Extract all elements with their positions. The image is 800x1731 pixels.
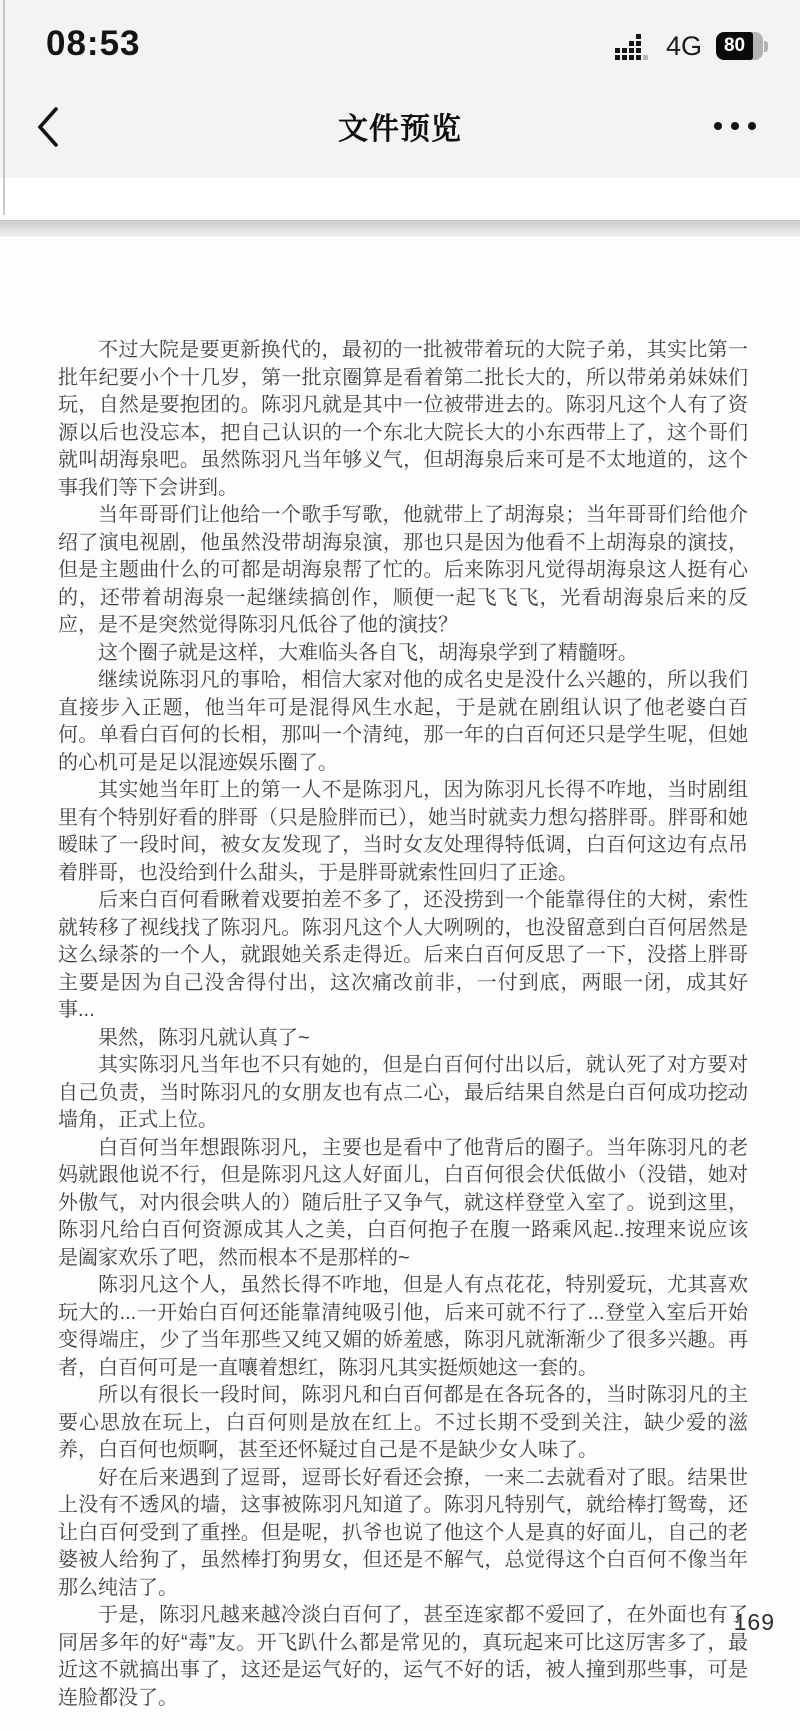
paragraph: 这个圈子就是这样，大难临头各自飞，胡海泉学到了精髓呀。 [98,641,638,664]
battery-icon [716,32,768,60]
signal-strength-icon [615,33,652,60]
status-bar [0,0,800,76]
more-options-button[interactable] [714,113,756,139]
status-time: 08:53 [46,24,141,63]
paragraph: 于是，陈羽凡越来越冷淡白百何了，甚至连家都不爱回了，在外面也有了同居多年的好“毒”友。开飞趴什么都是常见的，真玩起来可比这厉害多了，最近这不就搞出事了，这还是运气好的，运气不好的话，被人撞到那些事，可是连脸都没了。 [58,1604,748,1709]
paragraph: 其实陈羽凡当年也不只有她的，但是白百何付出以后，就认死了对方要对自己负责，当时陈羽凡的女朋友也有点二心，最后结果自然是白百何成功挖动墙角，正式上位。 [58,1054,748,1131]
nav-bar [0,95,800,157]
ellipsis-icon [714,122,722,130]
paragraph: 陈羽凡这个人，虽然长得不咋地，但是人有点花花，特别爱玩，尤其喜欢玩大的...一开始白百何还能靠清纯吸引他，后来可就不行了...登堂入室后开始变得端庄，少了当年那些又纯又媚的娇羞感，陈羽凡就渐渐少了很多兴趣。再者，白百何可是一直嚷着想红，陈羽凡其实挺烦她这一套的。 [58,1274,748,1379]
status-icons [615,30,768,62]
screen-edge-artifact [3,0,5,215]
ellipsis-icon [731,122,739,130]
content-gap [0,178,800,220]
page-title: 文件预览 [338,113,462,146]
paragraph: 不过大院是要更新换代的，最初的一批被带着玩的大院子弟，其实比第一批年纪要小个十几岁，第一批京圈算是看着第二批长大的，所以带弟弟妹妹们玩，自然是要抱团的。陈羽凡就是其中一位被带进去的。陈羽凡这个人有了资源以后也没忘本，把自己认识的一个东北大院长大的小东西带上了，这个哥们就叫胡海泉吧。虽然陈羽凡当年够义气，但胡海泉后来可是不太地道的，这个事我们等下会讲到。 [58,339,748,499]
paragraph: 所以有很长一段时间，陈羽凡和白百何都是在各玩各的，当时陈羽凡的主要心思放在玩上，白百何则是放在红上。不过长期不受到关注，缺少爱的滋养，白百何也烦啊，甚至还怀疑过自己是不是缺少女人味了。 [58,1384,748,1461]
page-divider-bar [0,220,800,237]
header [0,0,800,178]
battery-percent-label: 80 [723,35,746,56]
network-type-label: 4G [665,30,702,61]
paragraph: 继续说陈羽凡的事哈，相信大家对他的成名史是没什么兴趣的，所以我们直接步入正题，他当年可是混得风生水起，于是就在剧组认识了他老婆白百何。单看白百何的长相，那叫一个清纯，那一年的白百何还只是学生呢，但她的心机可是足以混迹娱乐圈了。 [58,669,748,774]
paragraph: 白百何当年想跟陈羽凡，主要也是看中了他背后的圈子。当年陈羽凡的老妈就跟他说不行，但是陈羽凡这人好面儿，白百何很会伏低做小（没错，她对外傲气，对内很会哄人的）随后肚子又争气，就这样登堂入室了。说到这里，陈羽凡给白百何资源成其人之美，白百何抱子在腹一路乘风起..按理来说应该是阖家欢乐了吧，然而根本不是那样的~ [58,1136,748,1269]
battery-body [716,32,763,60]
document-paragraphs [0,237,800,1712]
page-number: 169 [733,1609,775,1635]
document-page[interactable] [0,237,800,1731]
paragraph: 好在后来遇到了逗哥，逗哥长好看还会撩，一来二去就看对了眼。结果世上没有不透风的墙，这事被陈羽凡知道了。陈羽凡特别气，就给棒打鸳鸯，还让白百何受到了重挫。但是呢，扒爷也说了他这个人是真的好面儿，自己的老婆被人给狗了，虽然棒打狗男女，但还是不解气，总觉得这个白百何不像当年那么纯洁了。 [58,1466,748,1599]
paragraph: 其实她当年盯上的第一人不是陈羽凡，因为陈羽凡长得不咋地，当时剧组里有个特别好看的胖哥（只是脸胖而已），她当时就卖力想勾搭胖哥。胖哥和她暧昧了一段时间，被女友发现了，当时女友处理得特低调，白百何这边有点吊着胖哥，也没给到什么甜头，于是胖哥就索性回归了正途。 [58,779,748,884]
battery-nub [764,41,768,52]
battery-fill [716,32,753,60]
paragraph: 果然，陈羽凡就认真了~ [98,1026,310,1049]
paragraph: 后来白百何看瞅着戏要拍差不多了，还没捞到一个能靠得住的大树，索性就转移了视线找了陈羽凡。陈羽凡这个人大咧咧的，也没留意到白百何居然是这么绿茶的一个人，就跟她关系走得近。后来白百何反思了一下，没搭上胖哥主要是因为自己没舍得付出，这次痛改前非，一付到底，两眼一闭，成其好事... [58,889,748,1021]
ellipsis-icon [748,122,756,130]
paragraph: 当年哥哥们让他给一个歌手写歌，他就带上了胡海泉；当年哥哥们给他介绍了演电视剧，他虽然没带胡海泉演，那也只是因为他看不上胡海泉的演技，但是主题曲什么的可都是胡海泉帮了忙的。后来陈羽凡觉得胡海泉这人挺有心的，还带着胡海泉一起继续搞创作，顺便一起飞飞飞，光看胡海泉后来的反应，是不是突然觉得陈羽凡低谷了他的演技？ [58,504,748,636]
